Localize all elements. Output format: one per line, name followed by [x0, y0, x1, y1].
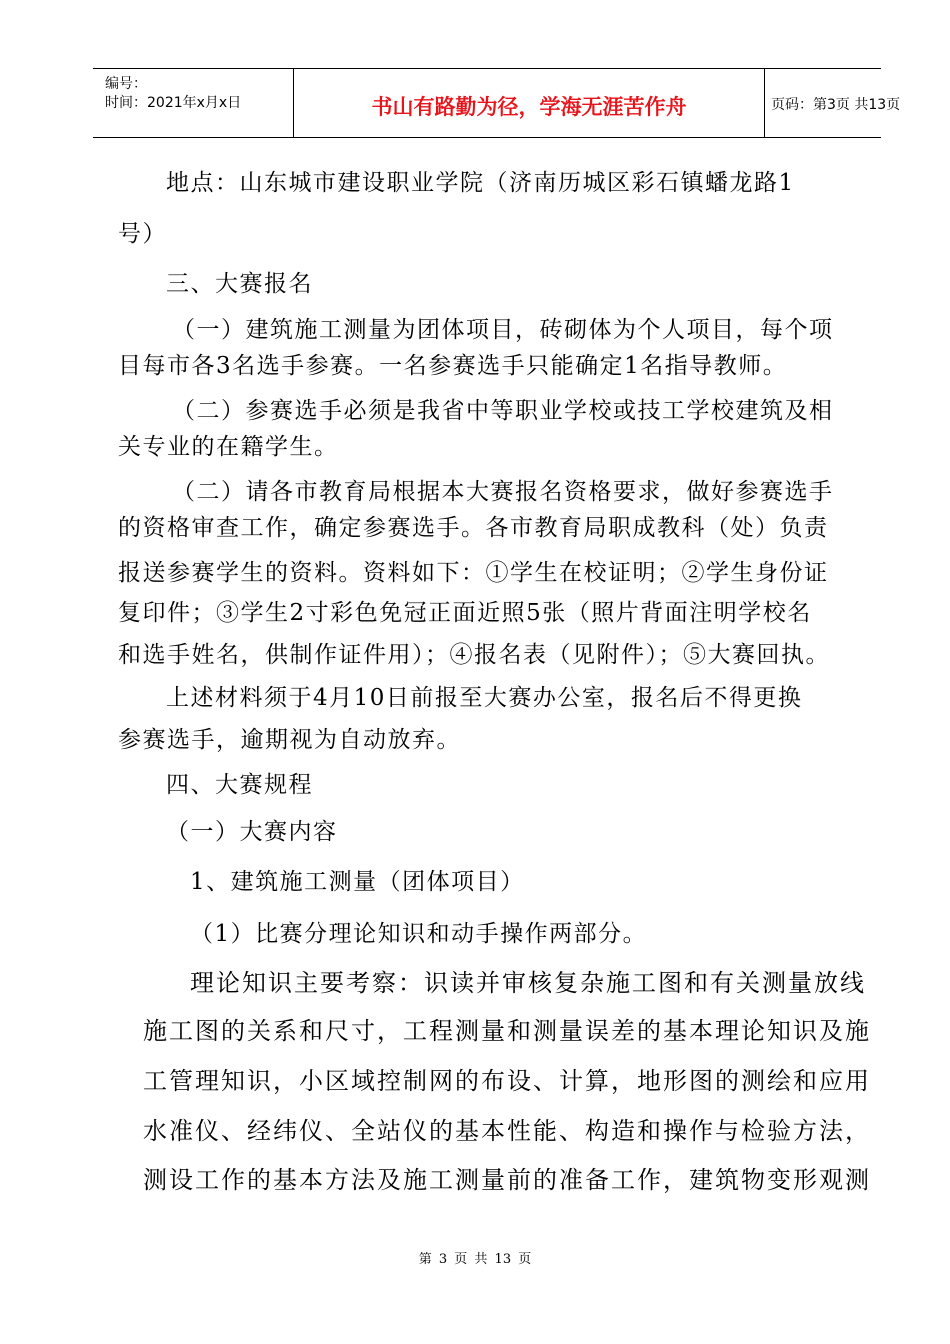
text-line: 施工图的关系和尺寸，工程测量和测量误差的基本理论知识及施 — [143, 1017, 871, 1045]
subsection-heading: （一）大赛内容 — [166, 819, 338, 845]
header-info-cell — [93, 69, 293, 137]
document-time-label: 时间：2021年x月x日 — [105, 95, 242, 111]
subsection-heading: 1、建筑施工测量（团体项目） — [190, 869, 525, 895]
text-line: （1）比赛分理论知识和动手操作两部分。 — [190, 921, 648, 947]
section-heading: 三、大赛报名 — [166, 271, 313, 297]
text-line: 理论知识主要考察：识读并审核复杂施工图和有关测量放线 — [190, 969, 866, 997]
text-line: 和选手姓名，供制作证件用）；④报名表（见附件）；⑤大赛回执。 — [118, 642, 830, 668]
page-footer: 第 3 页 共 13 页 — [418, 1252, 532, 1267]
text-line: 参赛选手，逾期视为自动放弃。 — [118, 727, 461, 753]
text-line: 报送参赛学生的资料。资料如下：①学生在校证明；②学生身份证 — [118, 560, 829, 586]
page-header — [93, 68, 901, 138]
text-line: （二）请各市教育局根据本大赛报名资格要求，做好参赛选手 — [172, 479, 834, 505]
text-line: 关专业的在籍学生。 — [118, 434, 339, 460]
text-line: 工管理知识，小区域控制网的布设、计算，地形图的测绘和应用 — [143, 1067, 871, 1095]
section-heading: 四、大赛规程 — [166, 772, 313, 798]
text-line: 测设工作的基本方法及施工测量前的准备工作，建筑物变形观测 — [143, 1166, 871, 1194]
header-motto: 书山有路勤为径，学海无涯苦作舟 — [371, 95, 687, 119]
text-line: 的资格审查工作，确定参赛选手。各市教育局职成教科（处）负责 — [118, 515, 829, 541]
header-page-number: 页码：第3页 共13页 — [771, 97, 901, 113]
header-motto-cell — [293, 69, 765, 137]
text-line: 地点：山东城市建设职业学院（济南历城区彩石镇蟠龙路1 — [166, 170, 795, 196]
text-line: 复印件；③学生2寸彩色免冠正面近照5张（照片背面注明学校名 — [118, 600, 812, 626]
document-code-label: 编号： — [105, 76, 147, 92]
text-line: （一）建筑施工测量为团体项目，砖砌体为个人项目，每个项 — [172, 317, 834, 343]
text-line: 目每市各3名选手参赛。一名参赛选手只能确定1名指导教师。 — [118, 353, 788, 379]
text-line: 上述材料须于4月10日前报至大赛办公室，报名后不得更换 — [166, 685, 803, 711]
text-line: 号） — [118, 221, 167, 247]
text-line: 水准仪、经纬仪、全站仪的基本性能、构造和操作与检验方法， — [143, 1117, 871, 1145]
header-page-cell — [763, 69, 901, 137]
text-line: （二）参赛选手必须是我省中等职业学校或技工学校建筑及相 — [172, 398, 834, 424]
